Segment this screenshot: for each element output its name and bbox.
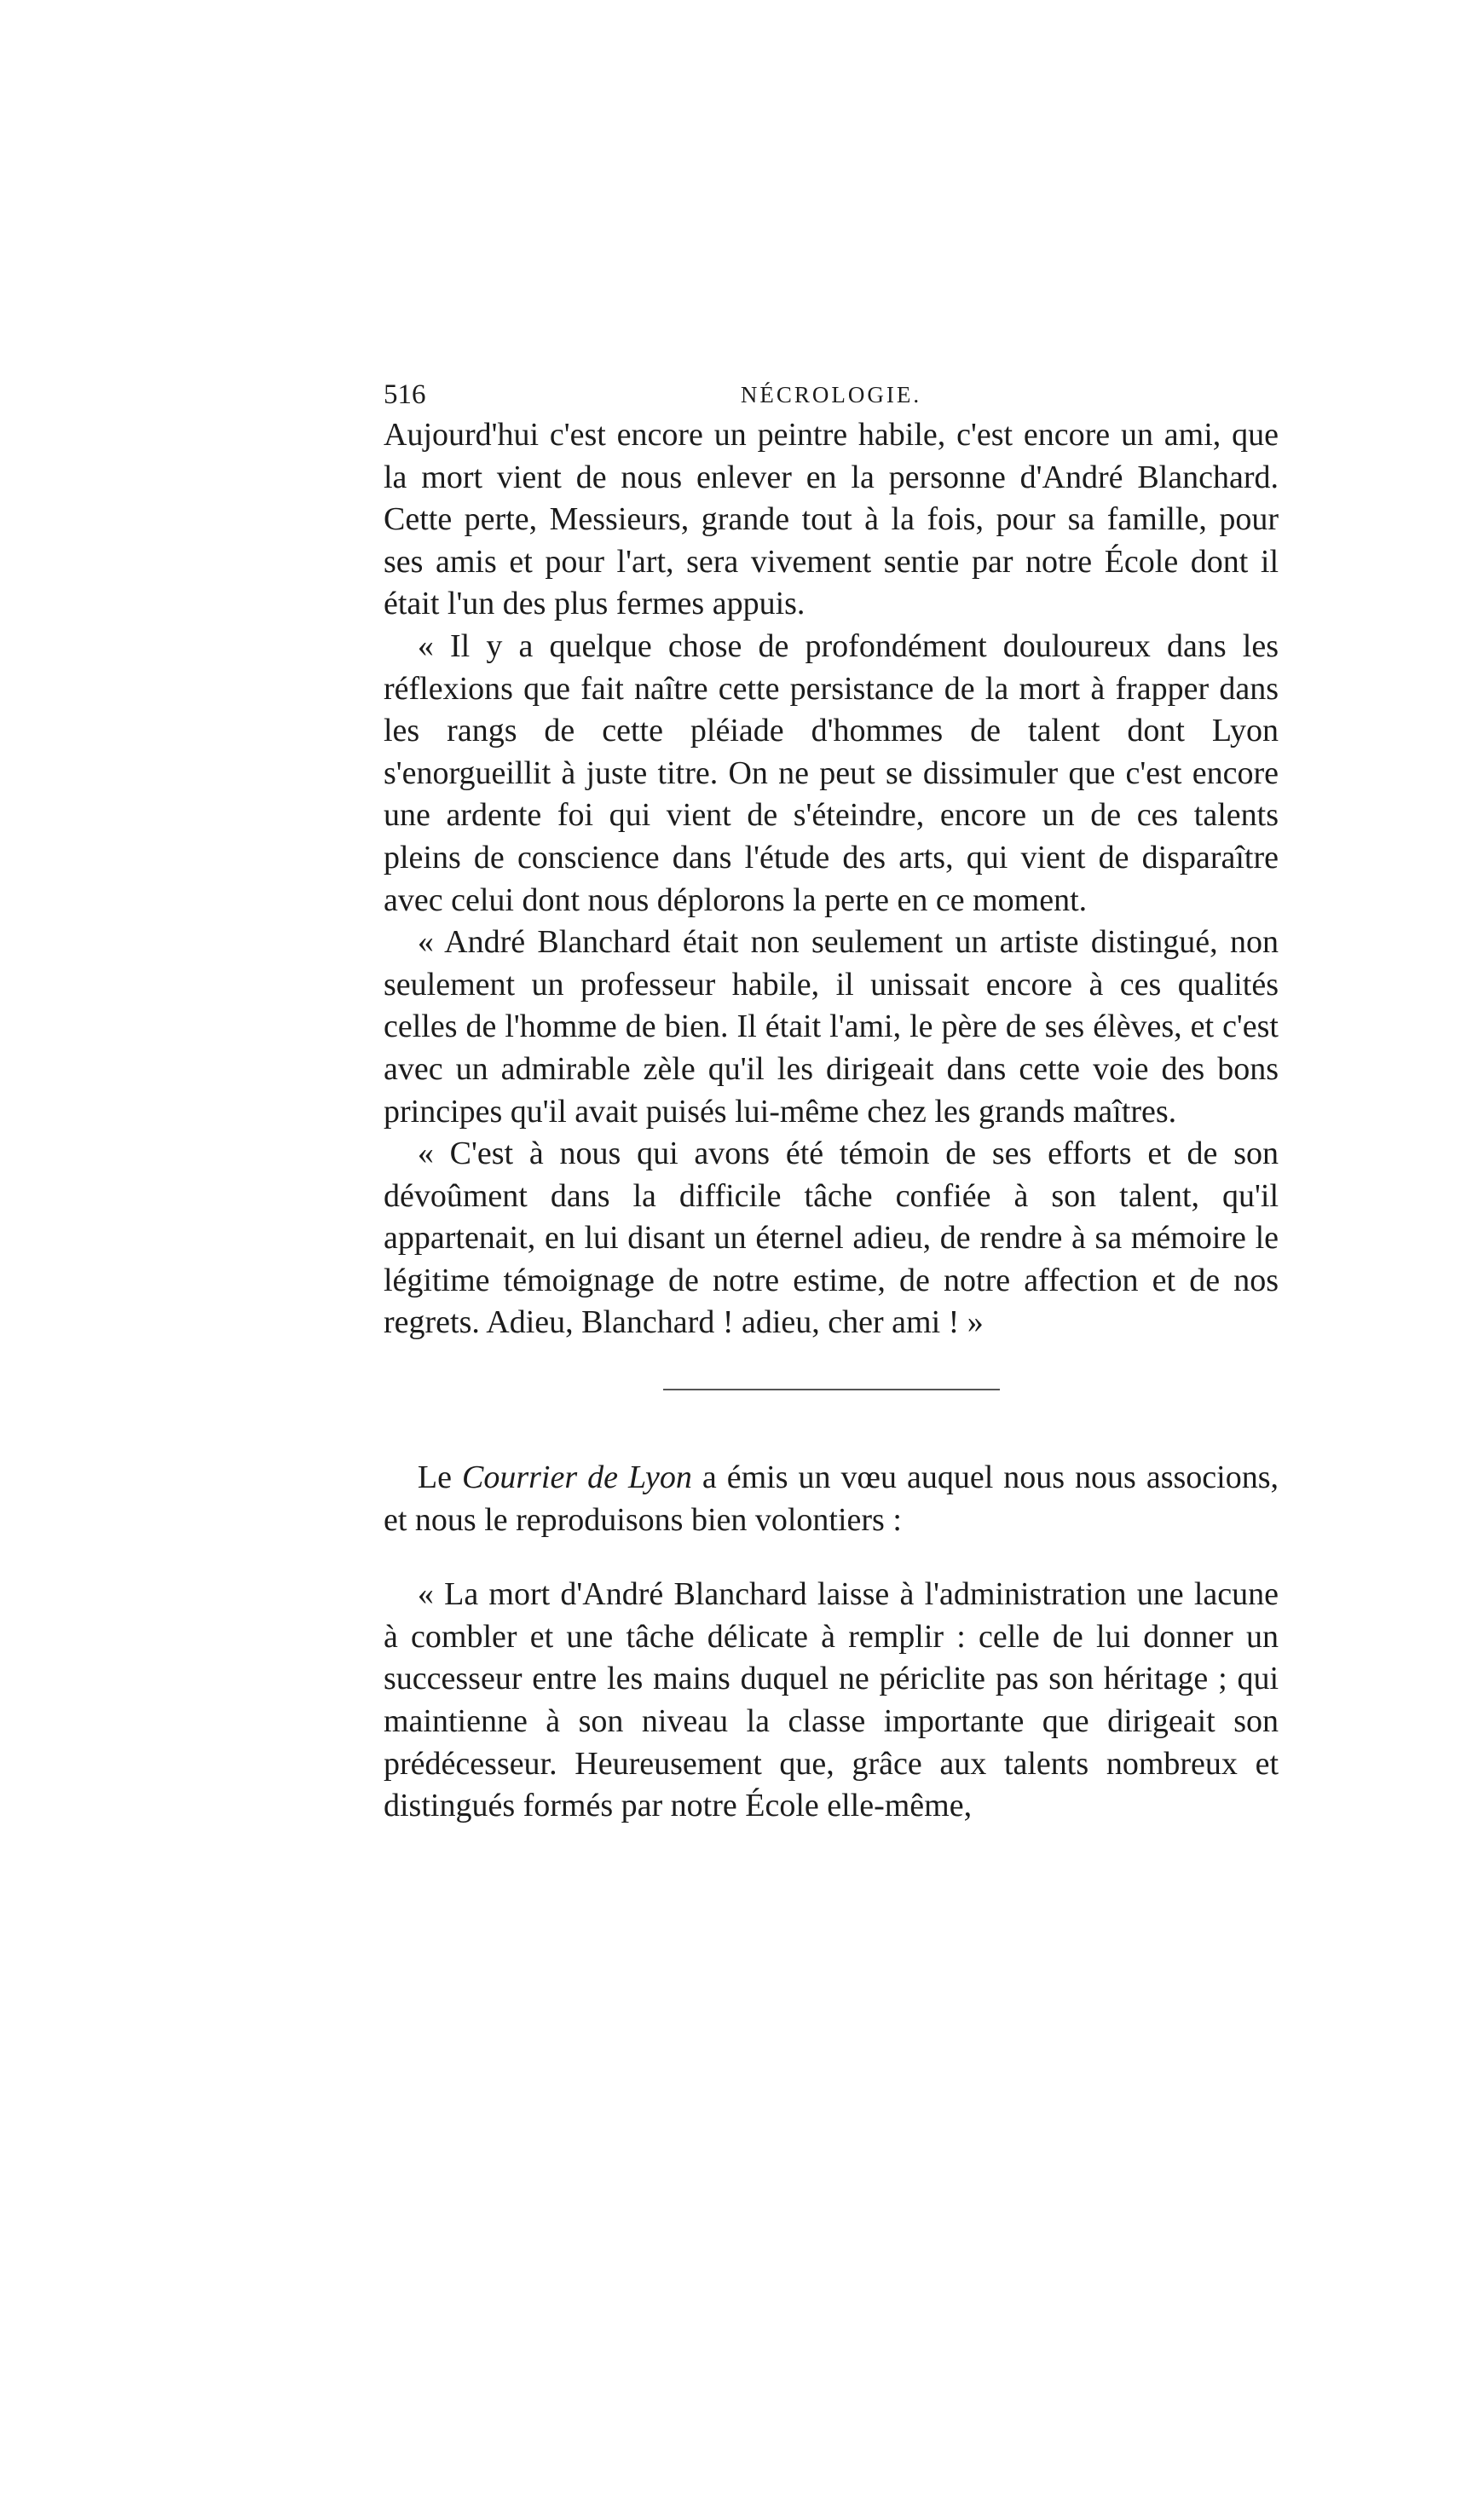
document-page: [384, 375, 1279, 1828]
newspaper-title: Courrier de Lyon: [461, 1459, 692, 1496]
paragraph-3: « André Blanchard était non seulement un artiste distingué, non seulement un professeur habile, il unissait encore à ces qualités celles de l'homme de bien. Il était l'ami, le père de ses élèves, et c'est avec un admirable zèle qu'il les dirigeait dans cette voie des bons principes qu'il avait puisés lui-même chez les grands maîtres.: [384, 924, 1279, 1130]
paragraph-2: « Il y a quelque chose de profondément douloureux dans les réflexions que fait naître cette persistance de la mort à frapper dans les rangs de cette pléiade d'hommes de talent dont Lyon s'enorgueillit à juste titre. On ne peut se dissimuler que c'est encore une ardente foi qui vient de s'éteindre, encore un de ces talents pleins de conscience dans l'étude des arts, qui vient de disparaître avec celui dont nous déplorons la perte en ce moment.: [384, 627, 1279, 918]
running-head: [384, 375, 1279, 414]
section-title: NÉCROLOGIE.: [740, 382, 922, 407]
page-number: 516: [384, 379, 426, 410]
paragraph-4: « C'est à nous qui avons été témoin de ses efforts et de son dévoûment dans la difficile tâche confiée à son talent, qu'il appartenait, en lui disant un éternel adieu, de rendre à sa mémoire le légitime témoignage de notre estime, de notre affection et de nos regrets. Adieu, Blanchard ! adieu, cher ami ! »: [384, 1136, 1279, 1341]
paragraph-5: [384, 1457, 1279, 1541]
paragraph-6: « La mort d'André Blanchard laisse à l'administration une lacune à combler et une tâche délicate à remplir : celle de lui donner un successeur entre les mains duquel ne périclite pas son héritage ; qui maintienne à son niveau la classe importante que dirigeait son prédécesseur. Heureusement que, grâce aux talents nombreux et distingués formés par notre École elle-même,: [384, 1576, 1279, 1824]
paragraph-5-start: Le: [417, 1459, 462, 1496]
paragraph-1: Aujourd'hui c'est encore un peintre habile, c'est encore un ami, que la mort vient de nous enlever en la personne d'André Blanchard. Cette perte, Messieurs, grande tout à la fois, pour sa famille, pour ses amis et pour l'art, sera vivement sentie par notre École dont il était l'un des plus fermes appuis.: [384, 417, 1279, 622]
paragraph-5-end: a émis un vœu auquel nous nous associons, et nous le reproduisons bien volontiers :: [384, 1459, 1279, 1538]
